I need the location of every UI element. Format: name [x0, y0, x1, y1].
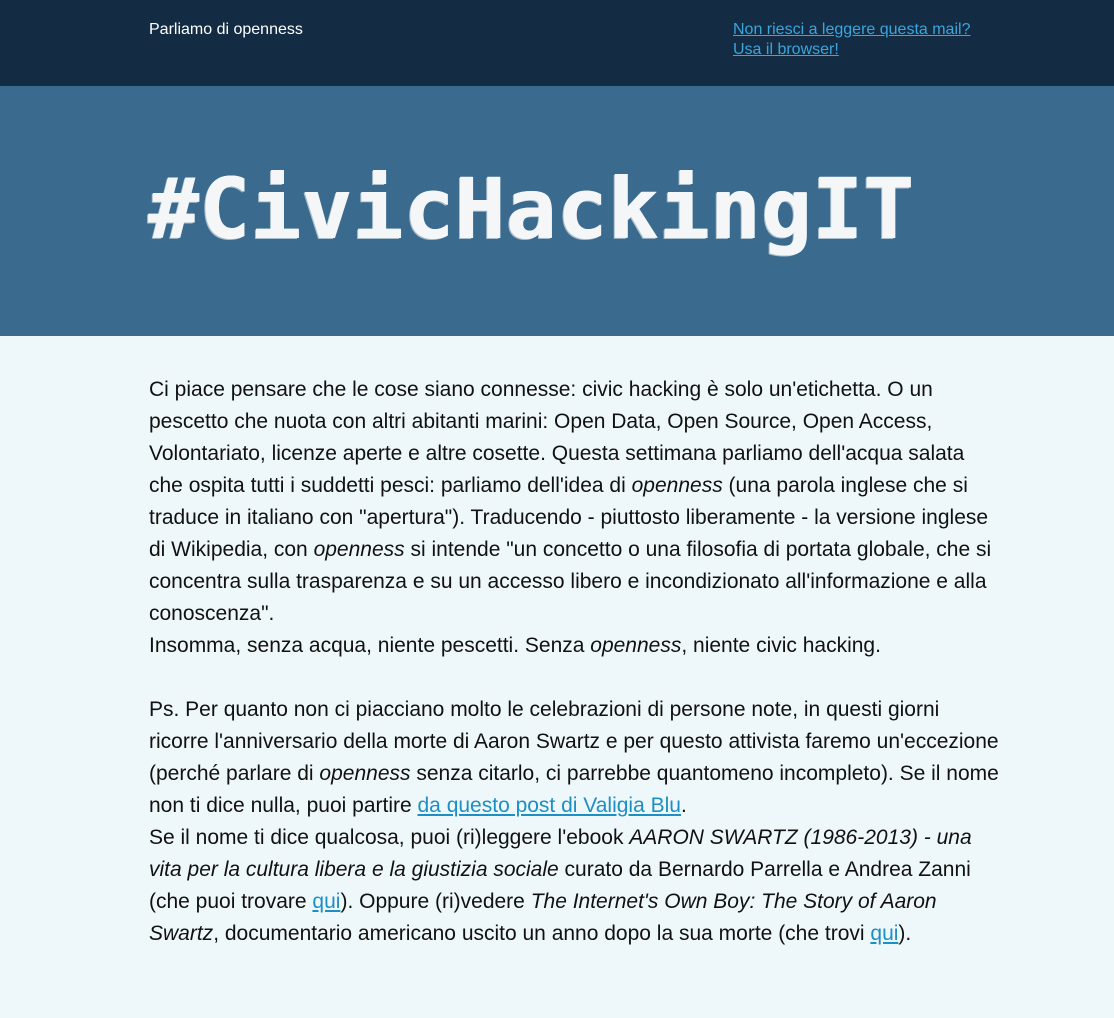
p2-text-7: , documentario americano uscito un anno dopo la sua morte (che trovi	[213, 922, 871, 945]
p2-text-5: curato da Bernardo Parrella e Andrea Zanni (che puoi trovare	[149, 858, 971, 913]
ps-paragraph	[149, 694, 999, 950]
p1-text-2: (una parola inglese che si traduce in italiano con "apertura"). Traducendo - piuttosto liberamente - la versione inglese di Wikipedia, con	[149, 474, 989, 561]
civic-hacking-logo: #CivicHackingIT	[148, 160, 915, 258]
p1-em-openness-3: openness	[590, 634, 682, 657]
p1-text-3: si intende "un concetto o una filosofia di portata globale, che si concentra sulla trasparenza e su un accesso libero e incondizionato all'informazione e alla conoscenza".	[149, 538, 992, 625]
p2-text-2: senza citarlo, ci parrebbe quantomeno incompleto). Se il nome non ti dice nulla, puoi partire	[149, 762, 999, 817]
p2-text-3: .	[680, 794, 687, 817]
documentary-qui-link[interactable]: qui	[870, 922, 899, 945]
p2-em-ebook-title: AARON SWARTZ (1986-2013) - una vita per la cultura libera e la giustizia sociale	[149, 826, 972, 881]
newsletter-body	[149, 374, 999, 950]
ebook-qui-link[interactable]: qui	[312, 890, 341, 913]
intro-paragraph	[149, 374, 999, 662]
p1-text-1: Ci piace pensare che le cose siano connesse: civic hacking è solo un'etichetta. O un pescetto che nuota con altri abitanti marini: Open Data, Open Source, Open Access, Volontariato, licenze aperte e altre cosette. Questa settimana parliamo dell'acqua salata che ospita tutti i suddetti pesci: parliamo dell'idea di	[149, 378, 965, 497]
p1-text-4: Insomma, senza acqua, niente pescetti. Senza	[149, 634, 591, 657]
p2-text-4: Se il nome ti dice qualcosa, puoi (ri)leggere l'ebook	[149, 826, 630, 849]
view-in-browser-link-line2[interactable]: Usa il browser!	[733, 41, 839, 58]
p2-em-documentary-title: The Internet's Own Boy: The Story of Aaron Swartz	[149, 890, 937, 945]
valigia-blu-post-link[interactable]: da questo post di Valigia Blu	[417, 794, 681, 817]
p2-em-openness: openness	[319, 762, 411, 785]
p1-text-5: , niente civic hacking.	[681, 634, 881, 657]
p2-text-1: Ps. Per quanto non ci piacciano molto le celebrazioni di persone note, in questi giorni ricorre l'anniversario della morte di Aaron Swartz e per questo attivista faremo un'eccezione (perché parlare di	[149, 698, 999, 785]
p1-em-openness-2: openness	[313, 538, 405, 561]
hero-banner	[0, 86, 1114, 336]
view-in-browser-link-line1[interactable]: Non riesci a leggere questa mail?	[733, 21, 971, 38]
p2-text-8: ).	[898, 922, 912, 945]
p1-em-openness-1: openness	[631, 474, 723, 497]
preheader-text: Parliamo di openness	[149, 21, 303, 38]
p2-text-6: ). Oppure (ri)vedere	[340, 890, 531, 913]
